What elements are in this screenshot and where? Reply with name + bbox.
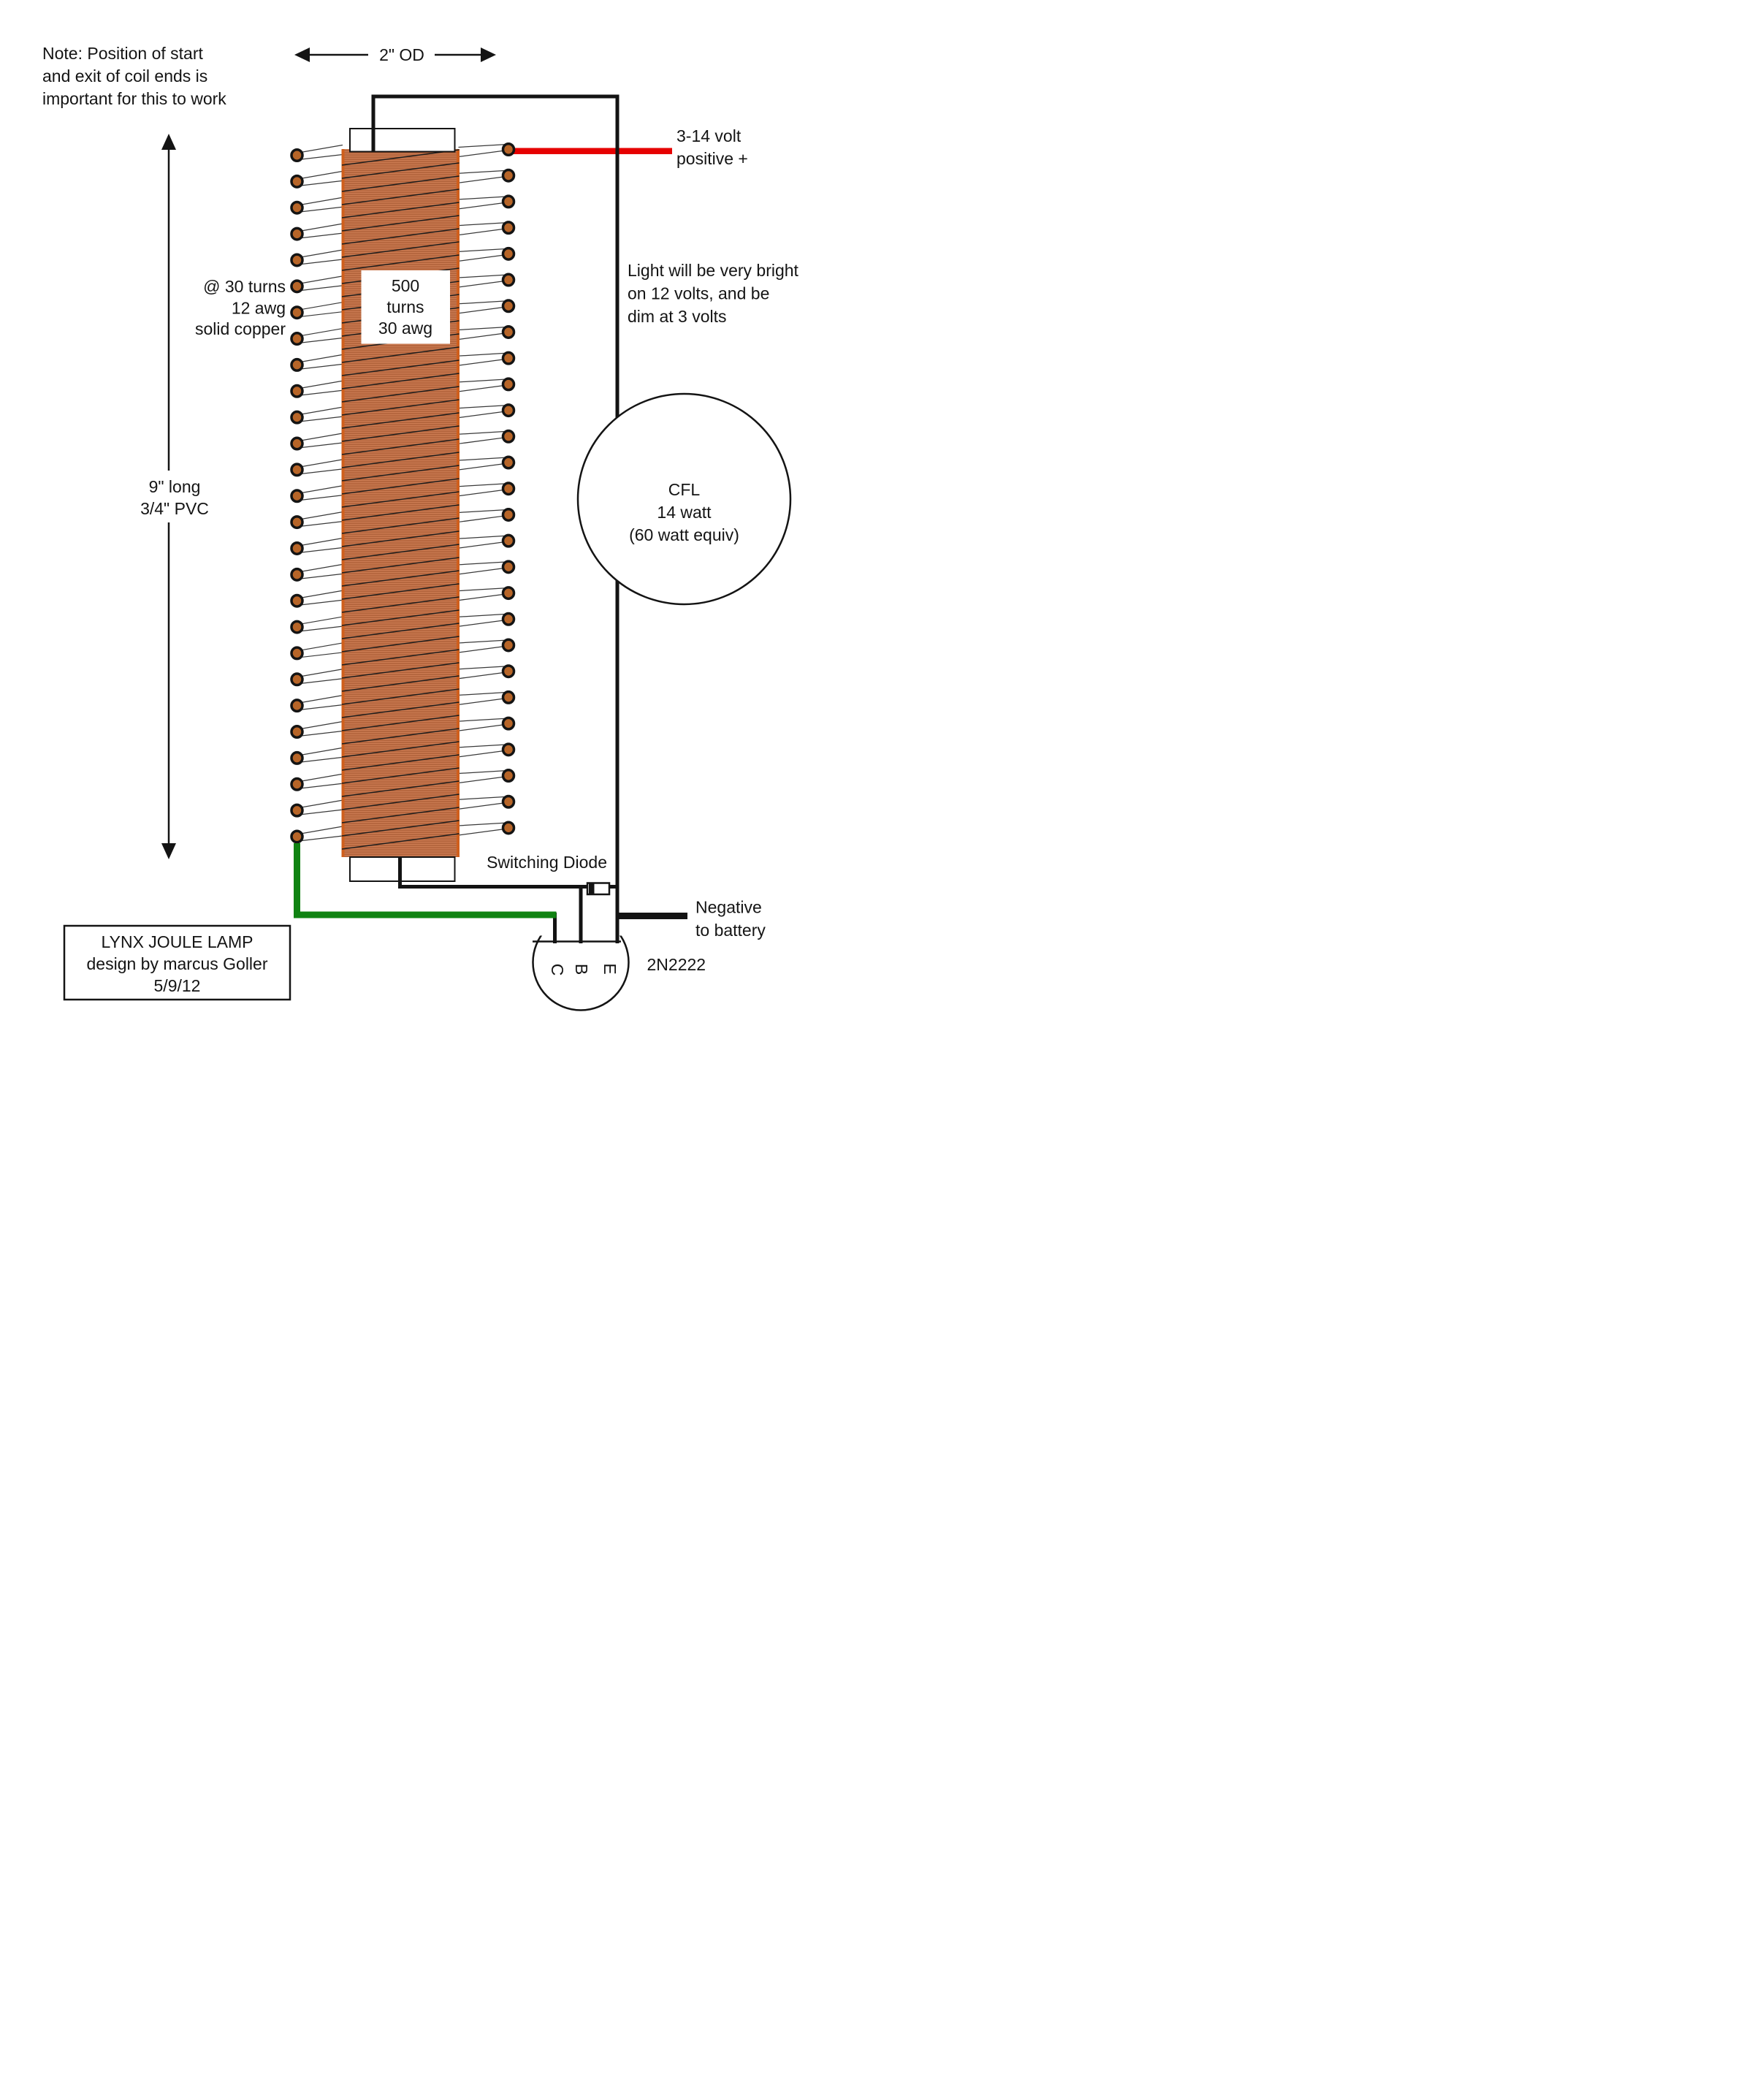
primary-coil-label-line-2: 12 awg (231, 298, 286, 318)
positive-label-line-2: positive + (676, 149, 748, 168)
coil-wire-end-dot-left (291, 831, 302, 842)
pvc-bottom-cap (350, 857, 455, 881)
coil-wire-end-dot-right (503, 692, 514, 704)
coil-wire-end-dot-left (291, 595, 302, 606)
note-line-2: and exit of coil ends is (42, 66, 208, 85)
negative-label-line-2: to battery (695, 921, 766, 940)
title-block-line-2: design by marcus Goller (86, 954, 268, 973)
switching-diode-label: Switching Diode (487, 853, 607, 872)
coil-wire-end-dot-right (503, 666, 514, 677)
diode-wire-horizontal (398, 885, 588, 889)
diode-cathode-band (589, 883, 595, 895)
cfl-label-line-3: (60 watt equiv) (629, 525, 739, 544)
coil-wire-end-dot-right (503, 614, 514, 625)
coil-wire-end-dot-left (291, 333, 302, 345)
coil-wire-end-dot-left (291, 438, 302, 449)
coil-wire-end-dot-right (503, 222, 514, 234)
brightness-note-line-1: Light will be very bright (628, 261, 798, 280)
transistor-pin-e-label: E (601, 963, 620, 975)
coil-wire-end-dot-left (291, 804, 302, 816)
base-lead-wire (579, 887, 583, 944)
coil-wire-end-dot-right (503, 561, 514, 573)
coil-wire-end-dot-left (291, 307, 302, 319)
coil-wire-end-dot-right (503, 587, 514, 599)
coil-wire-end-dot-left (291, 726, 302, 738)
title-block-line-1: LYNX JOULE LAMP (101, 932, 253, 951)
coil-wire-end-dot-left (291, 411, 302, 423)
coil-wire-end-dot-left (291, 779, 302, 791)
transistor-part-label: 2N2222 (647, 955, 706, 974)
coil-wire-end-dot-right (503, 822, 514, 834)
coil-wire-end-dot-right (503, 483, 514, 495)
coil-wire-end-dot-left (291, 386, 302, 397)
brightness-note-line-3: dim at 3 volts (628, 307, 727, 326)
coil-wire-end-dot-right (503, 170, 514, 181)
negative-label-line-1: Negative (695, 897, 762, 917)
coil-wire-end-dot-left (291, 674, 302, 685)
coil-wire-end-dot-left (291, 228, 302, 240)
coil-wire-end-dot-left (291, 621, 302, 633)
coil-wire-end-dot-right (503, 457, 514, 468)
brightness-note-line-2: on 12 volts, and be (628, 284, 770, 303)
coil-wire-end-dot-right (503, 144, 514, 156)
pvc-label-line-1: 9" long (148, 477, 201, 496)
coil-wire-end-dot-right (503, 405, 514, 416)
primary-coil-label-line-3: solid copper (194, 319, 286, 338)
coil-wire-end-dot-left (291, 647, 302, 659)
coil-wire-end-dot-right (503, 535, 514, 547)
coil-wire-end-dot-right (503, 639, 514, 651)
coil-wire-end-dot-right (503, 378, 514, 390)
secondary-coil-label-line-1: 500 (391, 276, 420, 295)
coil-wire-end-dot-left (291, 359, 302, 371)
coil-wire-end-dot-left (291, 753, 302, 764)
coil-wire-end-dot-left (291, 202, 302, 213)
coil-wire-end-dot-left (291, 543, 302, 555)
coil-wire-end-dot-left (291, 700, 302, 712)
cfl-label-line-2: 14 watt (657, 503, 712, 522)
coil-wire-end-dot-left (291, 176, 302, 187)
coil-wire-end-dot-left (291, 569, 302, 581)
top-wire-horizontal (372, 95, 620, 99)
coil-wire-end-dot-right (503, 248, 514, 260)
transistor-pin-c-label: C (548, 963, 567, 976)
coil-wire-end-dot-left (291, 281, 302, 292)
negative-battery-wire (617, 913, 687, 919)
coil-wire-end-dot-left (291, 150, 302, 161)
primary-return-wire-green-vertical (294, 843, 300, 918)
coil-wire-end-dot-left (291, 464, 302, 476)
primary-return-wire-green-horizontal (294, 912, 557, 918)
coil-wire-end-dot-right (503, 352, 514, 364)
coil-wire-end-dot-right (503, 327, 514, 338)
coil-wire-end-dot-right (503, 431, 514, 443)
coil-wire-end-dot-right (503, 509, 514, 521)
title-block-line-3: 5/9/12 (153, 976, 201, 995)
transistor-pin-b-label: B (572, 963, 591, 975)
pvc-top-cap (350, 129, 455, 152)
circuit-diagram-page (0, 0, 873, 1050)
cfl-bulb-circle (578, 394, 790, 604)
coil-wire-end-dot-right (503, 796, 514, 808)
coil-winding-left-edge (342, 149, 345, 857)
pvc-label-line-2: 3/4" PVC (140, 499, 209, 518)
od-dimension-label: 2" OD (379, 45, 424, 64)
positive-label-line-1: 3-14 volt (676, 126, 742, 145)
primary-coil-label-line-1: @ 30 turns (203, 277, 286, 296)
coil-wire-end-dot-right (503, 274, 514, 286)
coil-wire-end-dot-right (503, 770, 514, 782)
joule-lamp-schematic (0, 0, 873, 1050)
note-line-1: Note: Position of start (42, 44, 203, 63)
cfl-label-line-1: CFL (668, 480, 701, 499)
coil-wire-end-dot-left (291, 490, 302, 502)
secondary-start-wire-vertical (372, 95, 375, 152)
coil-wire-end-dot-right (503, 196, 514, 208)
positive-wire-red (508, 148, 672, 155)
coil-wire-end-dot-right (503, 300, 514, 312)
coil-wire-end-dot-right (503, 744, 514, 756)
secondary-coil-label-line-2: turns (386, 297, 424, 316)
secondary-end-wire-vertical (398, 857, 402, 889)
coil-wire-end-dot-left (291, 517, 302, 528)
note-line-3: important for this to work (42, 89, 226, 108)
coil-wire-end-dot-right (503, 718, 514, 729)
coil-wire-end-dot-left (291, 254, 302, 266)
secondary-coil-label-line-3: 30 awg (378, 319, 433, 338)
